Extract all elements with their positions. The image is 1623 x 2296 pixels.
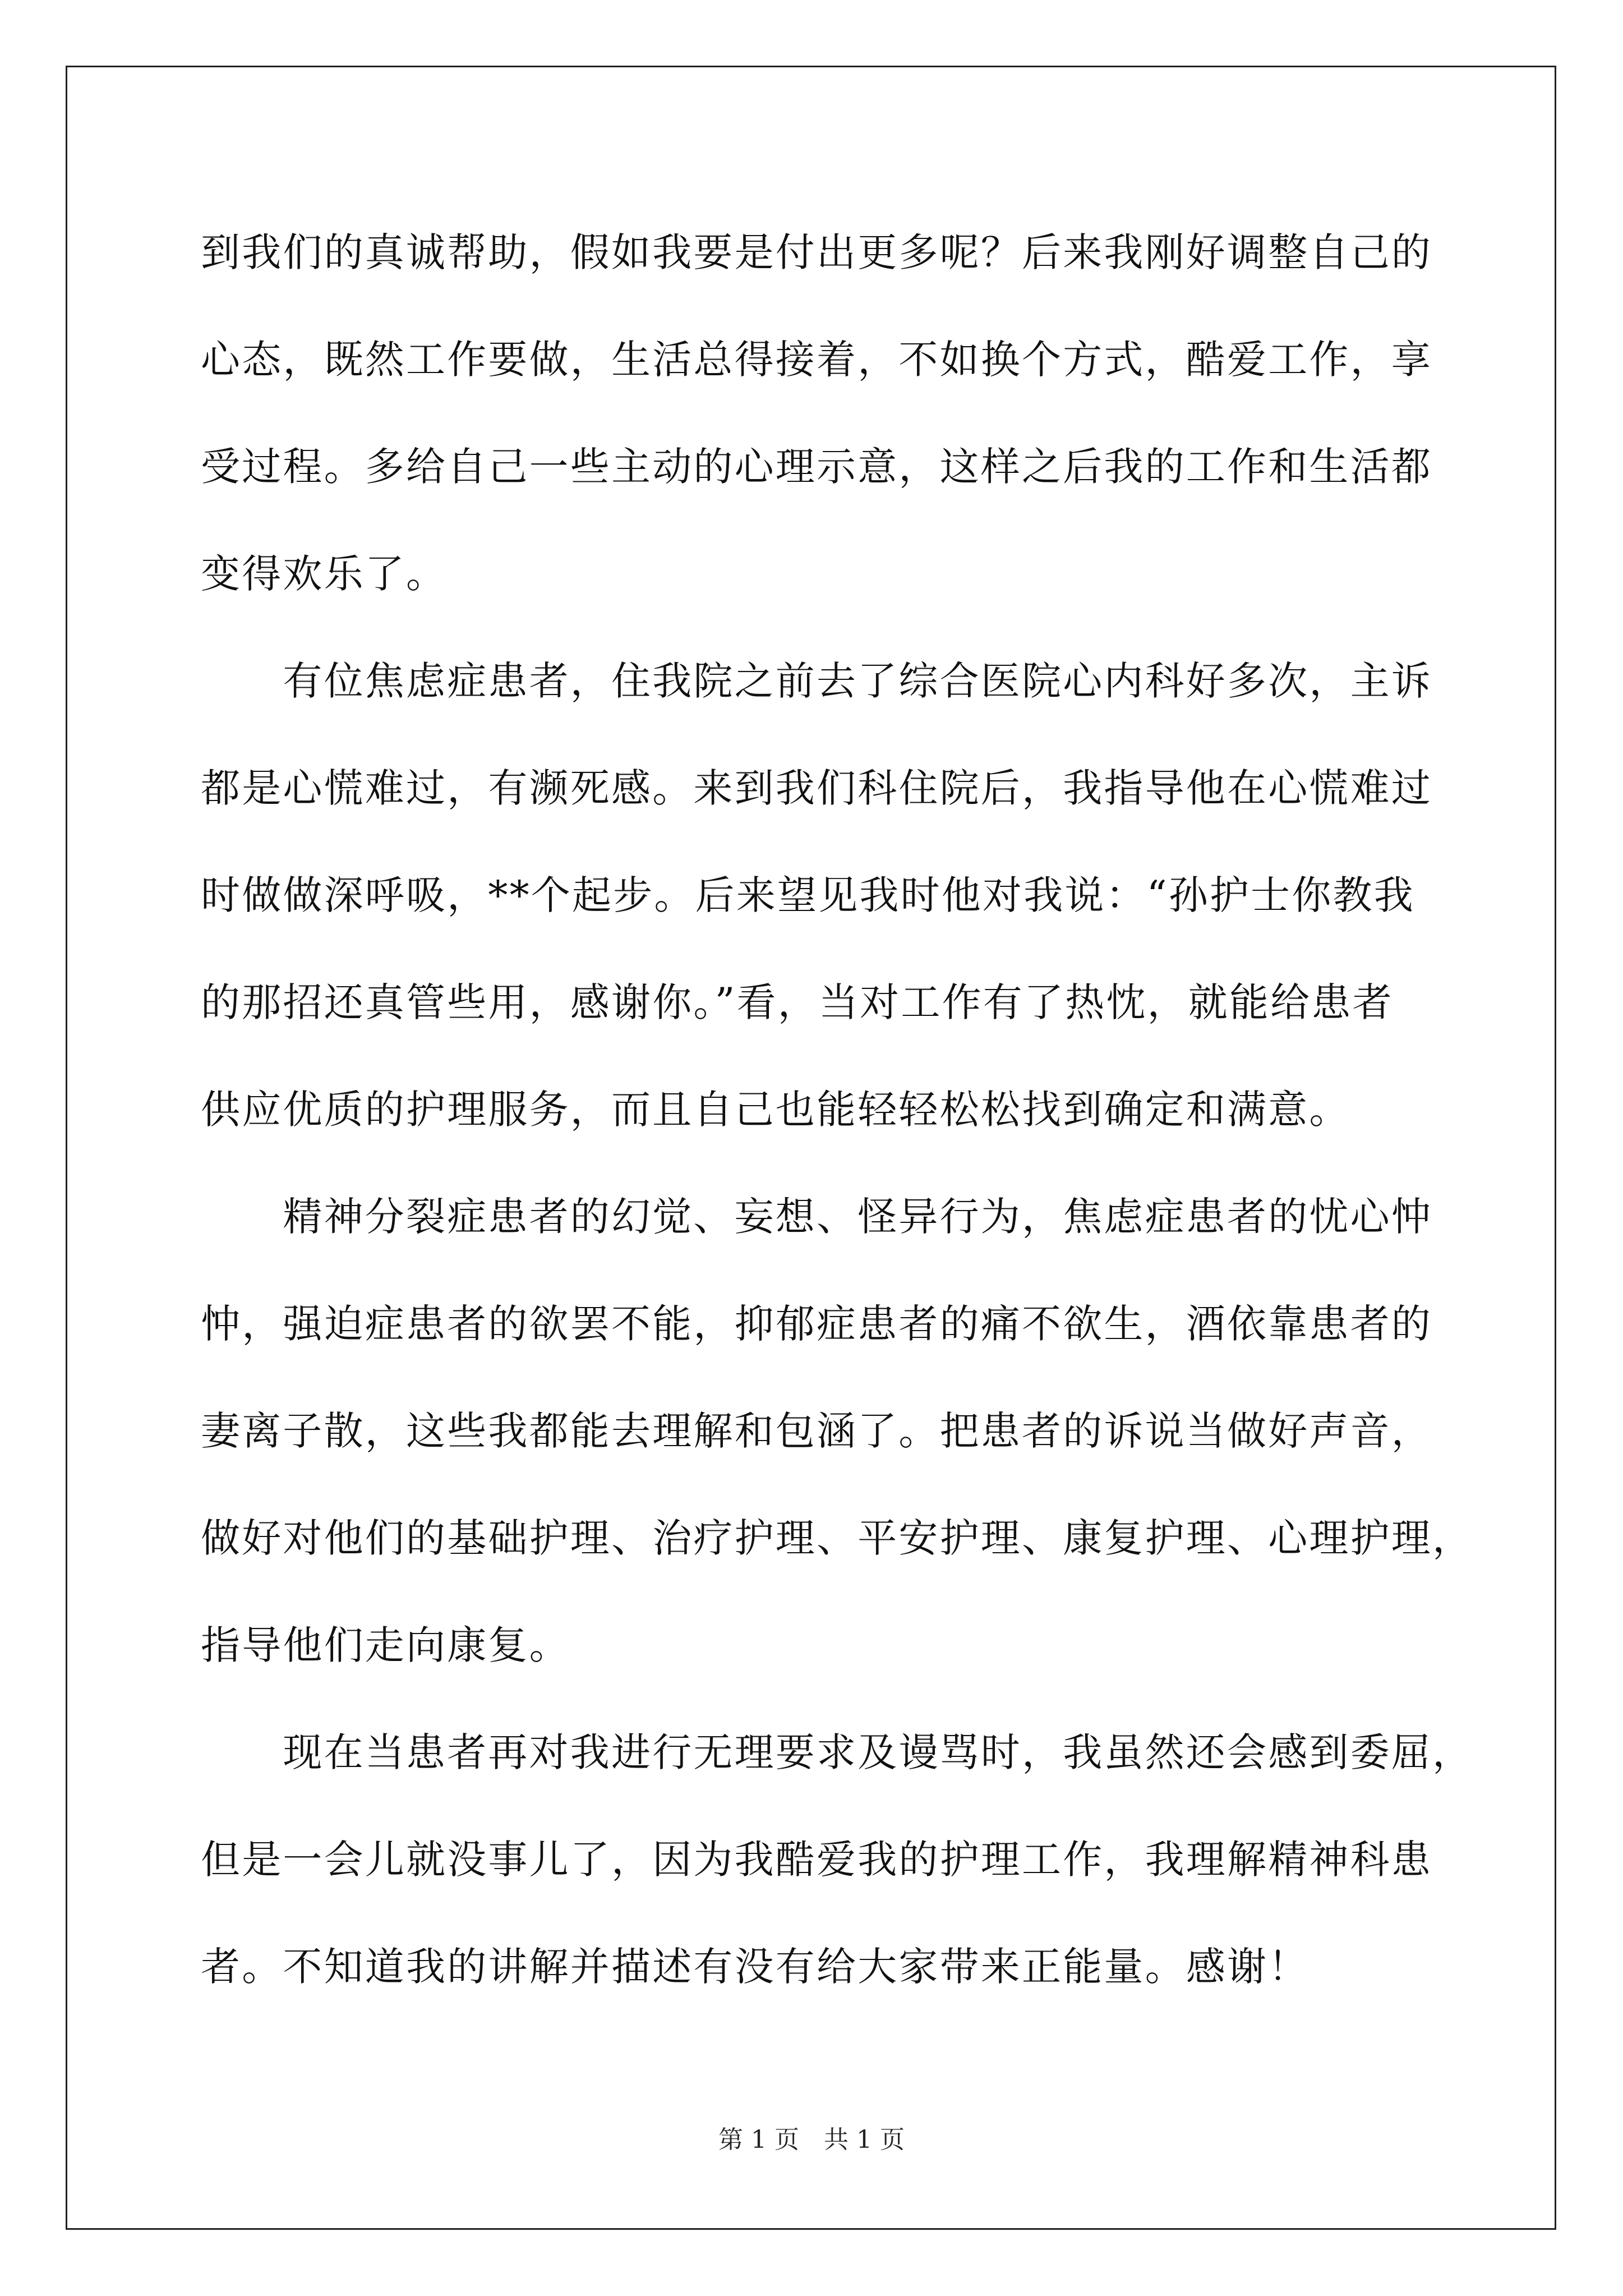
page-number-footer: 第 1 页 共 1 页 [718,2125,905,2154]
document-body [201,199,1474,2021]
text-line: 时做做深呼吸，**个起步。后来望见我时他对我说：“孙护士你教我 [201,872,1415,918]
text-line: 妻离子散，这些我都能去理解和包涵了。把患者的诉说当做好声音， [201,1408,1432,1454]
text-line: 忡，强迫症患者的欲罢不能，抑郁症患者的痛不欲生，酒依靠患者的 [201,1301,1432,1347]
text-line: 心态，既然工作要做，生活总得接着，不如换个方式，酷爱工作，享 [201,337,1432,383]
text-line: 但是一会儿就没事儿了，因为我酷爱我的护理工作，我理解精神科患 [201,1837,1432,1883]
text-line: 者。不知道我的讲解并描述有没有给大家带来正能量。感谢！ [201,1944,1310,1990]
text-line: 有位焦虑症患者，住我院之前去了综合医院心内科好多次，主诉 [201,658,1432,704]
text-line: 供应优质的护理服务，而且自己也能轻轻松松找到确定和满意。 [201,1087,1350,1133]
text-line: 指导他们走向康复。 [201,1622,570,1668]
text-line: 精神分裂症患者的幻觉、妄想、怪异行为，焦虑症患者的忧心忡 [201,1194,1432,1240]
text-line: 现在当患者再对我进行无理要求及谩骂时，我虽然还会感到委屈， [201,1729,1474,1775]
text-line: 到我们的真诚帮助，假如我要是付出更多呢？后来我刚好调整自己的 [201,229,1432,275]
text-line: 变得欢乐了。 [201,551,448,597]
text-line: 受过程。多给自己一些主动的心理示意，这样之后我的工作和生活都 [201,444,1432,490]
text-line: 的那招还真管些用，感谢你。”看，当对工作有了热忱，就能给患者 [201,979,1394,1025]
text-line: 做好对他们的基础护理、治疗护理、平安护理、康复护理、心理护理， [201,1515,1474,1561]
text-line: 都是心慌难过，有濒死感。来到我们科住院后，我指导他在心慌难过 [201,765,1432,811]
